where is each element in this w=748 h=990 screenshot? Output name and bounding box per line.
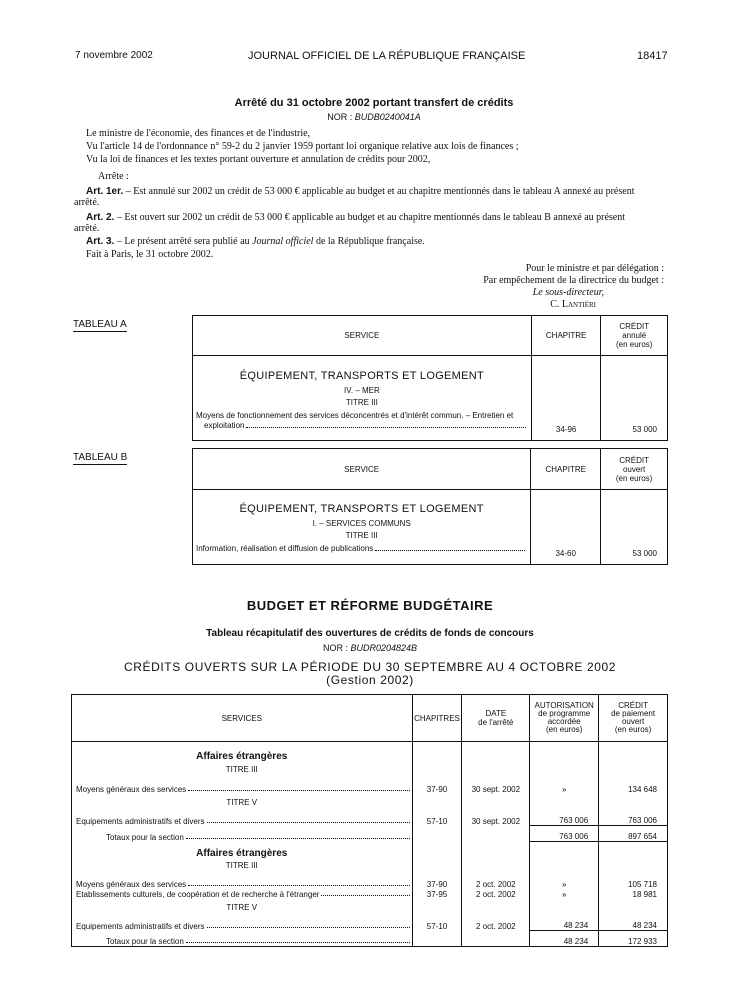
- col-credit-paiement: [599, 695, 668, 742]
- chapitre-value: 57-10: [412, 917, 462, 931]
- service-line: Moyens de fonctionnement des services déconcentrés et d'intérêt commun. – Entretien et: [196, 411, 514, 420]
- article-1: [86, 185, 634, 198]
- col-credit-line: CRÉDIT: [619, 322, 650, 331]
- leader-dots: [375, 550, 525, 551]
- chapitre-value: 37-90: [412, 778, 462, 794]
- col-autorisation-line: accordée: [547, 717, 581, 726]
- col-credit: [601, 449, 668, 490]
- ap-value: 763 006: [530, 812, 599, 826]
- credits-table: [71, 694, 668, 947]
- credit-value: 53 000: [601, 356, 668, 441]
- cp-value: 48 234: [599, 917, 668, 931]
- col-credit-line: (en euros): [614, 725, 652, 734]
- col-credit-line: CRÉDIT: [619, 455, 649, 465]
- titre-label: TITRE III: [345, 398, 378, 407]
- col-service: SERVICE: [193, 316, 532, 356]
- date-value: 30 sept. 2002: [462, 778, 530, 794]
- signature-line: Le sous-directeur,: [532, 287, 604, 298]
- service-line-dotted: [196, 421, 528, 431]
- chapitre-value: 37-90: [412, 873, 462, 889]
- total-row: [72, 826, 668, 842]
- col-credit-line: de paiement: [611, 709, 656, 718]
- ministry-heading: Affaires étrangères: [196, 750, 288, 762]
- date-value: 2 oct. 2002: [462, 917, 530, 931]
- total-row: [72, 931, 668, 947]
- leader-dots: [207, 927, 410, 928]
- ap-value: »: [530, 873, 599, 889]
- table-row: [72, 812, 668, 826]
- preamble-line: Le ministre de l'économie, des finances et de l'industrie,: [86, 128, 311, 139]
- service-line-label: exploitation: [204, 421, 245, 430]
- arrete-word: Arrête :: [98, 171, 129, 182]
- arrete-title: Arrêté du 31 octobre 2002 portant transfert de crédits: [234, 97, 514, 109]
- ministry-heading: Affaires étrangères: [196, 847, 288, 859]
- table-row: [72, 778, 668, 794]
- date-value: 2 oct. 2002: [462, 873, 530, 889]
- article-2: [86, 211, 625, 224]
- col-date: [462, 695, 530, 742]
- article-1-cont: arrêté.: [74, 197, 100, 208]
- total-label: [106, 833, 412, 842]
- col-autorisation-line: (en euros): [545, 725, 583, 734]
- col-credit-line: CRÉDIT: [618, 701, 648, 710]
- cp-value: 18 981: [599, 889, 668, 899]
- row-label: [76, 785, 412, 794]
- titre-label: TITRE III: [72, 859, 413, 873]
- col-service: SERVICE: [193, 449, 531, 490]
- leader-dots: [186, 838, 410, 839]
- section-name: IV. – MER: [344, 386, 380, 395]
- signature-line: Pour le ministre et par délégation :: [525, 263, 664, 274]
- ap-value: 48 234: [530, 917, 599, 931]
- preamble-line: Vu la loi de finances et les textes portant ouverture et annulation de crédits pour 2002,: [86, 154, 431, 165]
- col-chapitres: CHAPITRES: [412, 695, 462, 742]
- row-label: [76, 880, 412, 889]
- article-3-text-a: – Le présent arrêté sera publié au: [114, 236, 253, 247]
- table-row: [72, 873, 668, 889]
- col-chapitre: CHAPITRE: [531, 449, 601, 490]
- col-date-line: de l'arrêté: [478, 718, 514, 727]
- total-label-text: Totaux pour la section: [106, 937, 184, 946]
- row-label-text: Equipements administratifs et divers: [76, 921, 205, 931]
- cp-total: 172 933: [599, 931, 668, 947]
- arrete-nor: [0, 112, 748, 122]
- article-1-text: – Est annulé sur 2002 un crédit de 53 000 € applicable au budget et au chapitre mentionnés dans le tableau A annexé au présent: [123, 186, 635, 197]
- ministry-title: ÉQUIPEMENT, TRANSPORTS ET LOGEMENT: [239, 370, 485, 382]
- ap-total: 48 234: [530, 931, 599, 947]
- section-heading: BUDGET ET RÉFORME BUDGÉTAIRE: [246, 598, 494, 613]
- article-3-journal: Journal officiel: [252, 236, 314, 247]
- leader-dots: [207, 822, 410, 823]
- chapitre-value: 57-10: [412, 812, 462, 826]
- article-1-label: Art. 1er.: [86, 186, 124, 197]
- article-2-text: – Est ouvert sur 2002 un crédit de 53 000 € applicable au budget et au chapitre mentionnés dans le tableau B annexé au présent: [114, 212, 626, 223]
- nor-code: BUDB0240041A: [354, 112, 421, 122]
- cp-value: 134 648: [599, 778, 668, 794]
- nor-code: BUDR0204824B: [350, 643, 418, 653]
- signature-line: Par empêchement de la directrice du budget :: [483, 275, 664, 286]
- col-credit-line: annulé: [622, 331, 647, 340]
- date-value: 2 oct. 2002: [462, 889, 530, 899]
- preamble-line: Vu l'article 14 de l'ordonnance n° 59-2 du 2 janvier 1959 portant loi organique relative aux lois de finances ;: [86, 141, 519, 152]
- row-label-text: Etablissements culturels, de coopération et de recherche à l'étranger: [76, 889, 320, 899]
- titre-label: TITRE V: [72, 794, 413, 812]
- titre-label: TITRE III: [345, 531, 378, 540]
- cp-value: 105 718: [599, 873, 668, 889]
- col-services: SERVICES: [72, 695, 413, 742]
- article-2-cont: arrêté.: [74, 223, 100, 234]
- page-number: 18417: [637, 50, 668, 62]
- ap-total: 763 006: [530, 826, 599, 842]
- chapitre-value: 34-96: [531, 356, 601, 441]
- tableau-b-label: TABLEAU B: [73, 452, 128, 463]
- row-label: [76, 922, 412, 931]
- col-credit-line: ouvert: [621, 717, 645, 726]
- tableau-b: [192, 448, 668, 565]
- ministry-title: ÉQUIPEMENT, TRANSPORTS ET LOGEMENT: [239, 503, 484, 515]
- row-label-text: Moyens généraux des services: [76, 784, 187, 794]
- col-credit-line: (en euros): [615, 473, 653, 483]
- col-autorisation: [530, 695, 599, 742]
- cp-total: 897 654: [599, 826, 668, 842]
- col-date-line: DATE: [485, 709, 507, 718]
- budget-subtitle: Tableau récapitulatif des ouvertures de crédits de fonds de concours: [206, 628, 534, 639]
- chapitre-value: 37-95: [412, 889, 462, 899]
- col-autorisation-line: de programme: [538, 709, 591, 718]
- date-value: 30 sept. 2002: [462, 812, 530, 826]
- col-credit: [601, 316, 668, 356]
- article-2-label: Art. 2.: [86, 212, 115, 223]
- article-3-text-b: de la République française.: [313, 236, 425, 247]
- col-autorisation-line: AUTORISATION: [534, 701, 594, 710]
- page-date: 7 novembre 2002: [75, 50, 153, 61]
- article-3-label: Art. 3.: [86, 236, 115, 247]
- row-label: [76, 890, 412, 899]
- ap-value: »: [530, 778, 599, 794]
- budget-nor: [0, 643, 740, 653]
- total-label-text: Totaux pour la section: [106, 832, 184, 842]
- leader-dots: [188, 885, 409, 886]
- row-label: [76, 817, 412, 826]
- total-label: [106, 937, 412, 946]
- tableau-a: [192, 315, 668, 441]
- ap-value: »: [530, 889, 599, 899]
- journal-title: JOURNAL OFFICIEL DE LA RÉPUBLIQUE FRANÇAISE: [248, 50, 526, 62]
- gestion-label: (Gestion 2002): [326, 673, 414, 687]
- credit-value: 53 000: [601, 490, 668, 565]
- col-credit-line: ouvert: [622, 464, 646, 474]
- row-label-text: Equipements administratifs et divers: [76, 816, 205, 826]
- table-row: [72, 889, 668, 899]
- article-3: [86, 235, 425, 248]
- table-row: [72, 917, 668, 931]
- nor-label: NOR :: [322, 643, 348, 653]
- leader-dots: [188, 790, 409, 791]
- service-line-label: Information, réalisation et diffusion de publications: [196, 544, 374, 553]
- col-credit-line: (en euros): [615, 340, 653, 349]
- titre-label: TITRE V: [72, 899, 413, 917]
- cp-value: 763 006: [599, 812, 668, 826]
- leader-dots: [186, 942, 410, 943]
- leader-dots: [246, 427, 525, 428]
- section-name: I. – SERVICES COMMUNS: [312, 519, 411, 528]
- signature-name: C. Lantiéri: [550, 299, 596, 310]
- titre-label: TITRE III: [72, 762, 413, 778]
- chapitre-value: 34-60: [531, 490, 601, 565]
- service-line-dotted: [196, 544, 527, 554]
- leader-dots: [321, 895, 409, 896]
- nor-label: NOR :: [327, 112, 353, 122]
- tableau-a-label: TABLEAU A: [73, 319, 127, 330]
- row-label-text: Moyens généraux des services: [76, 879, 187, 889]
- fait-a-paris: Fait à Paris, le 31 octobre 2002.: [86, 249, 214, 260]
- credits-title: CRÉDITS OUVERTS SUR LA PÉRIODE DU 30 SEPTEMBRE AU 4 OCTOBRE 2002: [123, 660, 617, 674]
- col-chapitre: CHAPITRE: [531, 316, 601, 356]
